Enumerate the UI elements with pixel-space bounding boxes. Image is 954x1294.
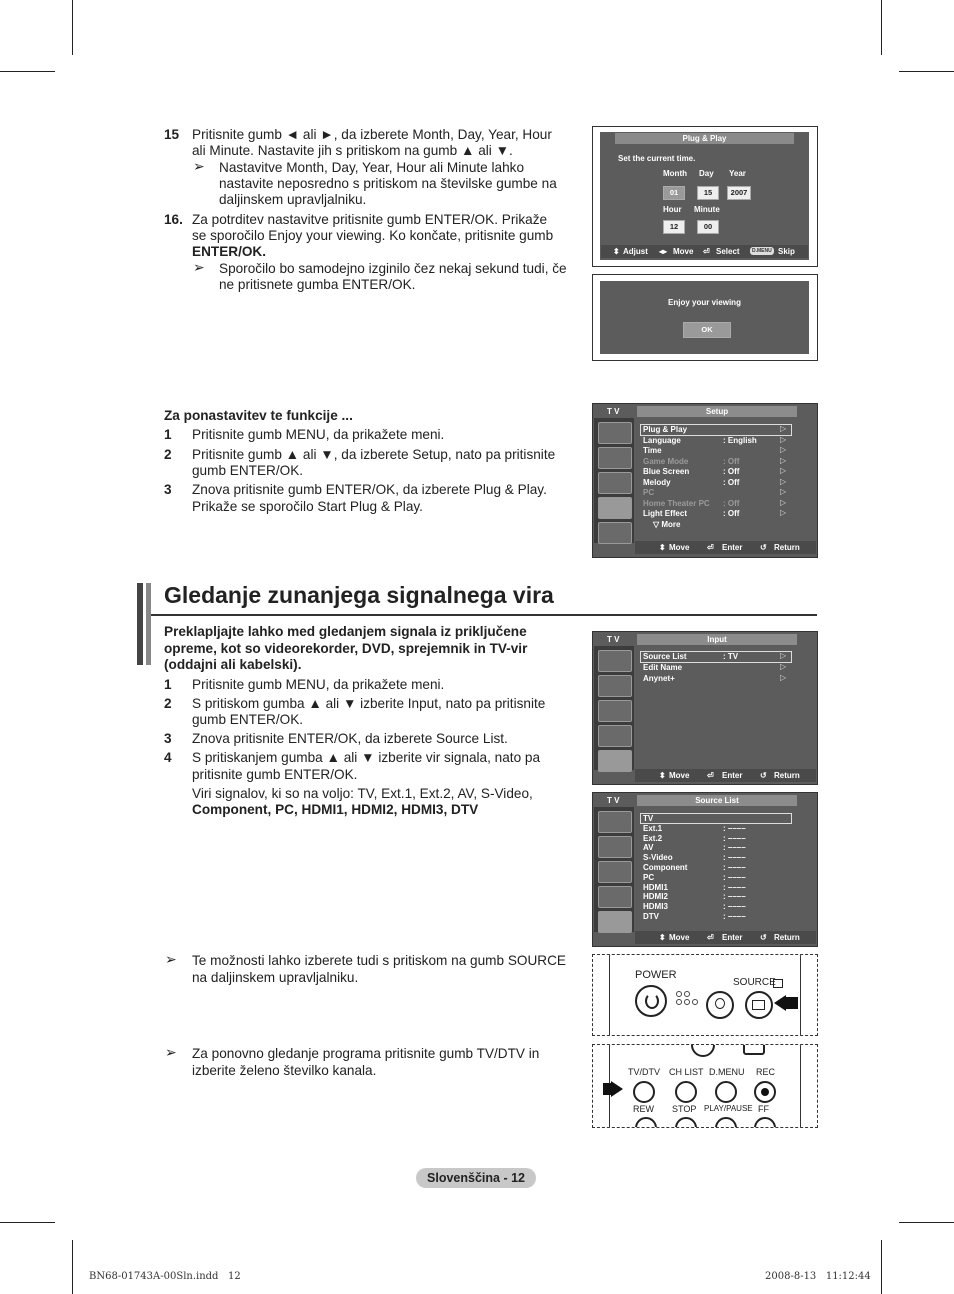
submenu-arrow-icon: ▷ xyxy=(780,455,787,465)
crop-mark xyxy=(899,1222,954,1223)
section-bar-decoration xyxy=(146,583,151,665)
hint-enter: Enter xyxy=(722,933,743,942)
step-text: Pritisnite gumb ◄ ali ►, da izberete Month, Day, Year, Hour xyxy=(192,127,552,142)
menu-item-label[interactable]: Home Theater PC xyxy=(643,498,710,508)
step-text: Prikaže se sporočilo Start Plug & Play. xyxy=(192,499,423,514)
menu-item-value: : –––– xyxy=(723,843,746,853)
bulb-icon xyxy=(715,998,725,1009)
tip-text: Za ponovno gledanje programa pritisnite gumb TV/DTV in xyxy=(192,1046,540,1061)
menu-item-label[interactable]: AV xyxy=(643,843,654,853)
label-year: Year xyxy=(729,169,746,178)
channel-menu-icon[interactable] xyxy=(598,861,632,883)
crop-mark xyxy=(881,1240,882,1294)
submenu-arrow-icon: ▷ xyxy=(780,662,787,671)
chlist-label: CH LIST xyxy=(669,1067,704,1077)
step-text: gumb ENTER/OK. xyxy=(192,463,304,478)
label-day: Day xyxy=(699,169,714,178)
indicator-dots xyxy=(676,991,698,1015)
step-text: pritisnite gumb ENTER/OK. xyxy=(192,767,358,782)
step-number: 3 xyxy=(164,731,172,746)
tip-text: Te možnosti lahko izberete tudi s pritiskom na gumb SOURCE xyxy=(192,953,566,968)
osd-setup-list xyxy=(643,425,801,537)
source-icon xyxy=(773,979,783,988)
menu-item-value: : Off xyxy=(723,509,740,518)
menu-item-value: : –––– xyxy=(723,892,746,902)
menu-item-value: : Off xyxy=(723,456,740,466)
picture-menu-icon[interactable] xyxy=(598,650,632,672)
menu-item-value: : –––– xyxy=(723,833,746,843)
step-text: Component, PC, HDMI1, HDMI2, HDMI3, DTV xyxy=(192,802,479,817)
note-arrow-icon: ➢ xyxy=(165,951,177,967)
dmenu-badge: D.MENU xyxy=(752,248,772,254)
day-field[interactable]: 15 xyxy=(697,186,719,200)
hint-adjust: Adjust xyxy=(623,247,648,256)
crop-mark xyxy=(72,1240,73,1294)
return-icon: ↺ xyxy=(760,543,767,552)
osd-enjoy-screenshot xyxy=(592,274,818,361)
osd-setup-screenshot xyxy=(592,403,818,558)
label-hour: Hour xyxy=(663,205,682,214)
step-text: S pritiskom gumba ▲ ali ▼ izberite Input, nato pa pritisnite xyxy=(192,696,546,711)
osd-input-screenshot xyxy=(592,631,818,785)
menu-item-label[interactable]: Language xyxy=(643,435,681,445)
ff-label: FF xyxy=(758,1104,769,1114)
osd-screen xyxy=(600,132,809,260)
osd-sidebar xyxy=(594,807,634,932)
crop-mark xyxy=(0,1222,55,1223)
menu-item-label[interactable]: PC xyxy=(643,488,655,497)
selection-highlight xyxy=(640,651,792,663)
updown-icon: ⬍ xyxy=(659,933,666,942)
submenu-arrow-icon: ▷ xyxy=(780,497,787,507)
note-text: nastavite neposredno s pritiskom na številske gumbe na xyxy=(219,176,557,191)
power-label: POWER xyxy=(635,969,677,981)
dmenu-button[interactable] xyxy=(715,1081,737,1103)
osd-source-list xyxy=(643,814,801,926)
chlist-button[interactable] xyxy=(675,1081,697,1103)
picture-menu-icon[interactable] xyxy=(598,422,632,444)
step-text: gumb ENTER/OK. xyxy=(192,712,304,727)
ok-button[interactable]: OK xyxy=(683,322,731,338)
crop-mark xyxy=(72,0,73,55)
osd-sidebar xyxy=(594,646,634,770)
crop-mark xyxy=(899,71,954,72)
minute-field[interactable]: 00 xyxy=(697,220,719,234)
intro-text: (oddajni ali kabelski). xyxy=(164,657,302,672)
hint-return: Return xyxy=(774,771,800,780)
sound-menu-icon[interactable] xyxy=(598,675,632,697)
osd-plug-and-play-screenshot xyxy=(592,126,818,267)
input-menu-icon[interactable] xyxy=(598,522,632,544)
osd-title: Setup xyxy=(637,406,797,417)
menu-item-label[interactable]: Plug & Play xyxy=(643,425,688,434)
note-arrow-icon: ➢ xyxy=(165,1044,177,1060)
menu-item-value: : Off xyxy=(723,498,740,508)
menu-item-value: : –––– xyxy=(723,823,746,833)
menu-item-label[interactable]: Component xyxy=(643,863,688,872)
selection-highlight xyxy=(640,813,792,824)
label-month: Month xyxy=(663,169,687,178)
menu-item-label[interactable]: S-Video xyxy=(643,853,673,863)
source-button[interactable] xyxy=(745,991,773,1019)
step-number: 15 xyxy=(164,127,180,142)
step-number: 1 xyxy=(164,427,172,442)
more-item[interactable]: ▽ More xyxy=(653,519,681,529)
hint-return: Return xyxy=(774,543,800,552)
osd-source-list-screenshot xyxy=(592,792,818,947)
osd-tv-label: T V xyxy=(607,796,620,805)
pointer-arrow-icon xyxy=(611,1081,623,1097)
updown-icon: ⬍ xyxy=(613,247,620,256)
remote-power-source-illustration xyxy=(592,954,818,1036)
hint-move: Move xyxy=(669,543,690,552)
osd-tv-label: T V xyxy=(607,635,620,644)
print-date: 2008-8-13 11:12:44 xyxy=(765,1271,871,1282)
menu-item-label[interactable]: DTV xyxy=(643,912,659,921)
osd-title: Source List xyxy=(637,795,797,806)
menu-item-value: : Off xyxy=(723,467,740,476)
sound-menu-icon[interactable] xyxy=(598,836,632,858)
tip-text: izberite želeno številko kanala. xyxy=(192,1063,377,1078)
step-text: Viri signalov, ki so na voljo: TV, Ext.1, Ext.2, AV, S-Video, xyxy=(192,786,533,801)
menu-item-label[interactable]: Source List xyxy=(643,652,687,661)
power-button[interactable] xyxy=(635,985,667,1017)
note-text: ne pritisnete gumba ENTER/OK. xyxy=(219,277,416,292)
step-text: ENTER/OK. xyxy=(192,244,267,259)
year-field[interactable]: 2007 xyxy=(727,186,751,200)
return-icon: ↺ xyxy=(760,771,767,780)
menu-item-label[interactable]: Light Effect xyxy=(643,509,687,518)
source-label: SOURCE xyxy=(733,977,776,988)
menu-item-value: : –––– xyxy=(723,872,746,882)
record-dot-icon xyxy=(761,1088,769,1096)
hour-field[interactable]: 12 xyxy=(663,220,685,234)
note-arrow-icon: ➢ xyxy=(193,158,205,174)
dmenu-label: D.MENU xyxy=(709,1067,745,1077)
return-icon: ↺ xyxy=(760,933,767,942)
pointer-arrow-icon xyxy=(786,997,798,1009)
note-text: daljinskem upravljalniku. xyxy=(219,192,367,207)
light-button[interactable] xyxy=(706,991,734,1019)
menu-item-label[interactable]: HDMI1 xyxy=(643,882,668,892)
menu-item-label[interactable]: Anynet+ xyxy=(643,674,675,683)
step-number: 4 xyxy=(164,750,172,765)
hint-select: Select xyxy=(716,247,740,256)
tvdtv-label: TV/DTV xyxy=(628,1067,661,1077)
step-text: Pritisnite gumb ▲ ali ▼, da izberete Setup, nato pa pritisnite xyxy=(192,447,556,462)
playpause-label: PLAY/PAUSE xyxy=(704,1104,753,1113)
updown-icon: ⬍ xyxy=(659,771,666,780)
selection-highlight xyxy=(640,424,792,436)
menu-item-value: : English xyxy=(723,435,757,445)
page-badge: Slovenščina - 12 xyxy=(416,1168,536,1188)
step-number: 1 xyxy=(164,677,172,692)
rew-label: REW xyxy=(633,1104,654,1114)
menu-item-label[interactable]: Game Mode xyxy=(643,456,689,466)
submenu-arrow-icon: ▷ xyxy=(780,487,787,496)
note-arrow-icon: ➢ xyxy=(193,259,205,275)
tvdtv-button[interactable] xyxy=(633,1081,655,1103)
sound-menu-icon[interactable] xyxy=(598,447,632,469)
submenu-arrow-icon: ▷ xyxy=(780,424,787,433)
power-icon xyxy=(645,993,659,1009)
osd-hint-bar xyxy=(635,931,816,944)
channel-menu-icon[interactable] xyxy=(598,472,632,494)
step-number: 2 xyxy=(164,447,172,462)
menu-item-label[interactable]: Melody xyxy=(643,477,671,487)
menu-item-value: : –––– xyxy=(723,912,746,921)
step-text: se sporočilo Enjoy your viewing. Ko končate, pritisnite gumb xyxy=(192,228,554,243)
osd-sidebar xyxy=(594,418,634,543)
hint-skip: Skip xyxy=(778,247,795,256)
menu-item-value: : Off xyxy=(723,477,740,487)
channel-menu-icon[interactable] xyxy=(598,700,632,722)
menu-item-value: : –––– xyxy=(723,902,746,912)
input-icon xyxy=(752,1000,765,1010)
submenu-arrow-icon: ▷ xyxy=(780,651,787,660)
section-rule xyxy=(151,614,817,616)
osd-prompt: Set the current time. xyxy=(618,154,696,163)
section-title: Gledanje zunanjega signalnega vira xyxy=(164,582,554,608)
osd-title: Input xyxy=(637,634,797,645)
menu-item-value: : –––– xyxy=(723,882,746,892)
section-bar-decoration xyxy=(137,583,143,665)
menu-item-label[interactable]: HDMI2 xyxy=(643,892,668,902)
hint-enter: Enter xyxy=(722,543,743,552)
intro-text: opreme, kot so videorekorder, DVD, sprejemnik in TV-vir xyxy=(164,641,528,656)
note-text: Sporočilo bo samodejno izginilo čez nekaj sekund tudi, če xyxy=(219,261,567,276)
menu-item-value: : –––– xyxy=(723,863,746,872)
enter-icon: ⏎ xyxy=(707,933,714,942)
osd-tv-label: T V xyxy=(607,407,620,416)
submenu-arrow-icon: ▷ xyxy=(780,673,787,682)
hint-move: Move xyxy=(669,771,690,780)
menu-item-label[interactable]: Time xyxy=(643,446,662,455)
step-text: Pritisnite gumb MENU, da prikažete meni. xyxy=(192,427,445,442)
step-text: S pritiskanjem gumba ▲ ali ▼ izberite vir signala, nato pa xyxy=(192,750,541,765)
note-text: Nastavitve Month, Day, Year, Hour ali Minute lahko xyxy=(219,160,525,175)
menu-item-label[interactable]: Ext.1 xyxy=(643,823,663,833)
updown-icon: ⬍ xyxy=(659,543,666,552)
tip-text: na daljinskem upravljalniku. xyxy=(192,970,359,985)
submenu-arrow-icon: ▷ xyxy=(780,476,787,486)
crop-mark xyxy=(0,71,55,72)
osd-hint-bar xyxy=(635,769,816,782)
step-text: ali Minute. Nastavite jih s pritiskom na gumb ▲ ali ▼. xyxy=(192,143,513,158)
input-menu-icon[interactable] xyxy=(598,750,632,772)
step-number: 3 xyxy=(164,482,172,497)
osd-hint-bar xyxy=(635,541,816,554)
hint-return: Return xyxy=(774,933,800,942)
remote-tvdtv-illustration xyxy=(592,1044,818,1128)
reset-heading: Za ponastavitev te funkcije ... xyxy=(164,408,353,423)
step-text: Pritisnite gumb MENU, da prikažete meni. xyxy=(192,677,445,692)
menu-item-label[interactable]: Edit Name xyxy=(643,663,683,672)
pointer-arrow-icon xyxy=(774,995,786,1011)
submenu-arrow-icon: ▷ xyxy=(780,434,787,444)
input-menu-icon[interactable] xyxy=(598,911,632,933)
top-button[interactable] xyxy=(743,1044,765,1055)
hint-move: Move xyxy=(669,933,690,942)
step-number: 2 xyxy=(164,696,172,711)
step-number: 16. xyxy=(164,212,183,227)
enter-icon: ⏎ xyxy=(703,247,710,256)
step-text: Za potrditev nastavitve pritisnite gumb ENTER/OK. Prikaže xyxy=(192,212,548,227)
picture-menu-icon[interactable] xyxy=(598,811,632,833)
setup-menu-icon[interactable] xyxy=(598,497,632,519)
rec-label: REC xyxy=(756,1067,776,1077)
file-info: BN68-01743A-00Sln.indd 12 xyxy=(89,1271,241,1282)
menu-item-label[interactable]: PC xyxy=(643,872,655,882)
pointer-arrow-icon xyxy=(603,1083,611,1095)
month-field[interactable]: 01 xyxy=(663,186,685,200)
rec-button[interactable] xyxy=(754,1081,776,1103)
leftright-icon: ◂▸ xyxy=(659,247,668,256)
step-text: Znova pritisnite ENTER/OK, da izberete Source List. xyxy=(192,731,508,746)
enter-icon: ⏎ xyxy=(707,771,714,780)
enjoy-message: Enjoy your viewing xyxy=(668,298,741,307)
submenu-arrow-icon: ▷ xyxy=(780,445,787,454)
label-minute: Minute xyxy=(694,205,720,214)
step-text: Znova pritisnite gumb ENTER/OK, da izberete Plug & Play. xyxy=(192,482,547,497)
menu-item-label[interactable]: HDMI3 xyxy=(643,902,668,912)
crop-mark xyxy=(881,0,882,55)
submenu-arrow-icon: ▷ xyxy=(780,508,787,517)
menu-item-value: : –––– xyxy=(723,853,746,863)
osd-title: Plug & Play xyxy=(615,133,794,144)
hint-enter: Enter xyxy=(722,771,743,780)
stop-label: STOP xyxy=(672,1104,697,1114)
hint-move: Move xyxy=(673,247,694,256)
intro-text: Preklapljajte lahko med gledanjem signala iz priključene xyxy=(164,624,527,639)
menu-item-label[interactable]: Blue Screen xyxy=(643,467,690,476)
submenu-arrow-icon: ▷ xyxy=(780,466,787,475)
menu-item-label[interactable]: Ext.2 xyxy=(643,833,663,843)
osd-hint-bar xyxy=(601,245,808,258)
osd-screen xyxy=(600,281,809,354)
setup-menu-icon[interactable] xyxy=(598,886,632,908)
menu-item-label[interactable]: TV xyxy=(643,814,654,823)
menu-item-value: : TV xyxy=(723,652,739,661)
enter-icon: ⏎ xyxy=(707,543,714,552)
osd-input-list xyxy=(643,652,801,692)
setup-menu-icon[interactable] xyxy=(598,725,632,747)
